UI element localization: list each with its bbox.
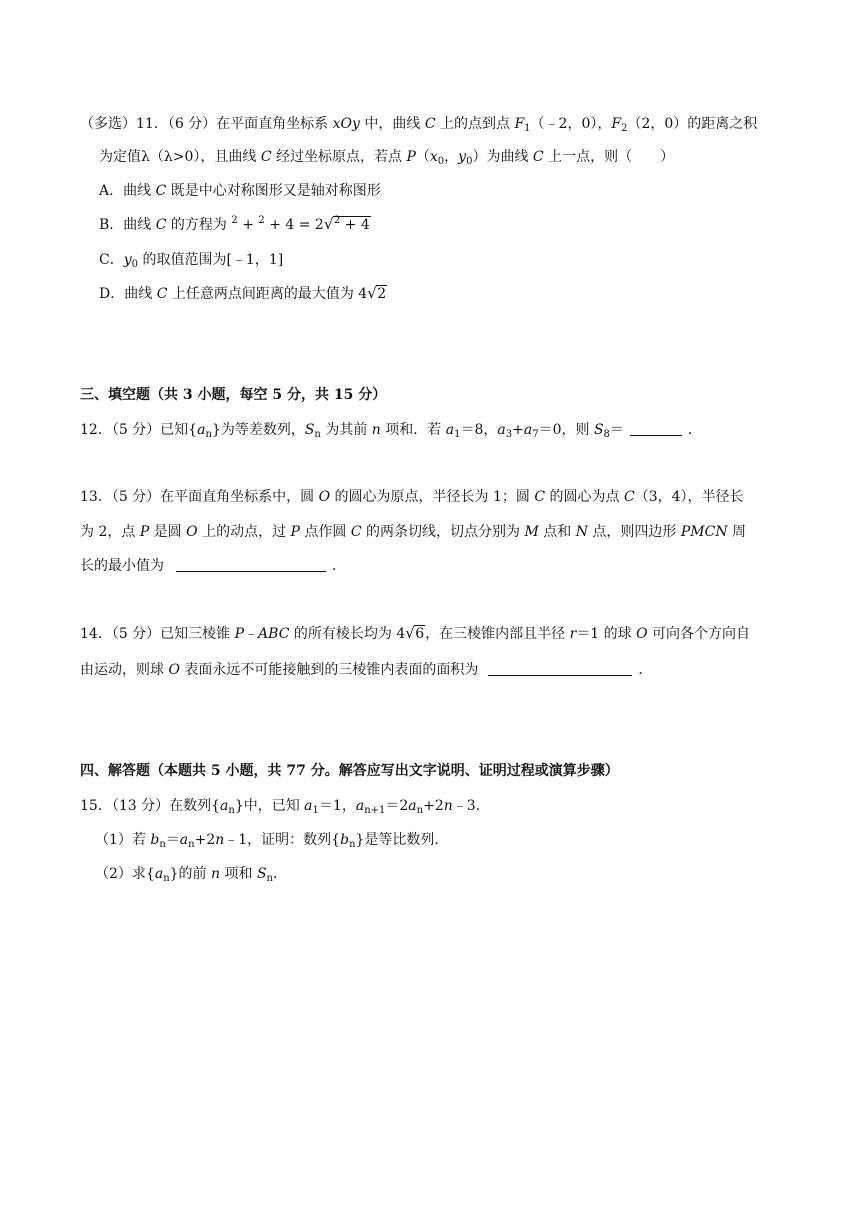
sqrt-expression: √ $^2$ + 4 (323, 215, 370, 233)
q15-stem: 15．（13 分）在数列$\{a_n\}$中，已知 $a_1=1$，$a_{n+1}=2a_n+2n﹣3$． (80, 798, 490, 816)
q15-part-1: （1）若 $b_n=a_n+2n﹣1$，证明：数列$\{b_n\}$是等比数列． (95, 832, 449, 850)
sqrt-expression: √ 6 (405, 624, 425, 642)
q13-stem-line3: 长的最小值为 ． (80, 558, 346, 574)
section-heading-fill-in: 三、填空题（共 3 小题，每空 5 分，共 15 分） (80, 387, 387, 403)
answer-blank[interactable] (630, 421, 682, 436)
q13-stem-line2: 为 2，点 P 是圆 O 上的动点，过 P 点作圆 C 的两条切线，切点分别为 M 点和 N 点，则四边形 PMCN 周 (80, 524, 747, 540)
section-heading-solutions: 四、解答题（本题共 5 小题，共 77 分。解答应写出文字说明、证明过程或演算步骤） (80, 763, 619, 779)
sqrt-expression: √ 2 (367, 284, 387, 302)
q11-option-d: D．曲线 C 上任意两点间距离的最大值为 4 √ 2 (99, 284, 387, 302)
q15-part-2: （2）求$\{a_n\}$的前 n 项和 $S_n$． (95, 866, 287, 884)
answer-blank[interactable] (488, 661, 632, 676)
q11-stem-line2: 为定值λ（λ>0），且曲线 C 经过坐标原点，若点 $P(x_0$，$y_0$）为曲线 C 上一点，则（ ） (99, 149, 675, 167)
q12-stem: 12．（5 分）已知$\{a_n\}$为等差数列，$S_n$ 为其前 n 项和．若 $a_1=8$，$a_3+a_7=0$，则 $S_8=$ ． (80, 422, 702, 440)
q13-stem-line1: 13．（5 分）在平面直角坐标系中，圆 O 的圆心为原点，半径长为 1；圆 C 的圆心为点 C（3，4），半径长 (80, 489, 744, 505)
answer-blank[interactable] (176, 557, 326, 572)
q11-stem-line1: （多选）11．（6 分）在平面直角坐标系 xOy 中，曲线 C 上的点到点 $F_1(﹣2$，0），$F_2(2$，0）的距离之积 (80, 116, 758, 134)
q11-option-a: A．曲线 C 既是中心对称图形又是轴对称图形 (99, 183, 381, 199)
q11-option-b: B．曲线 C 的方程为 $^2$ + $^2$ + 4 = 2 √ $^2$ + 4 (99, 215, 370, 233)
q14-stem-line2: 由运动，则球 O 表面永远不可能接触到的三棱锥内表面的面积为 ． (80, 662, 653, 678)
q14-stem-line1: 14．（5 分）已知三棱锥 P﹣ABC 的所有棱长均为 4 √ 6，在三棱锥内部且半径 r＝1 的球 O 可向各个方向自 (80, 624, 751, 642)
q11-option-c: C．$y_0$ 的取值范围为[﹣1，1] (99, 252, 284, 270)
